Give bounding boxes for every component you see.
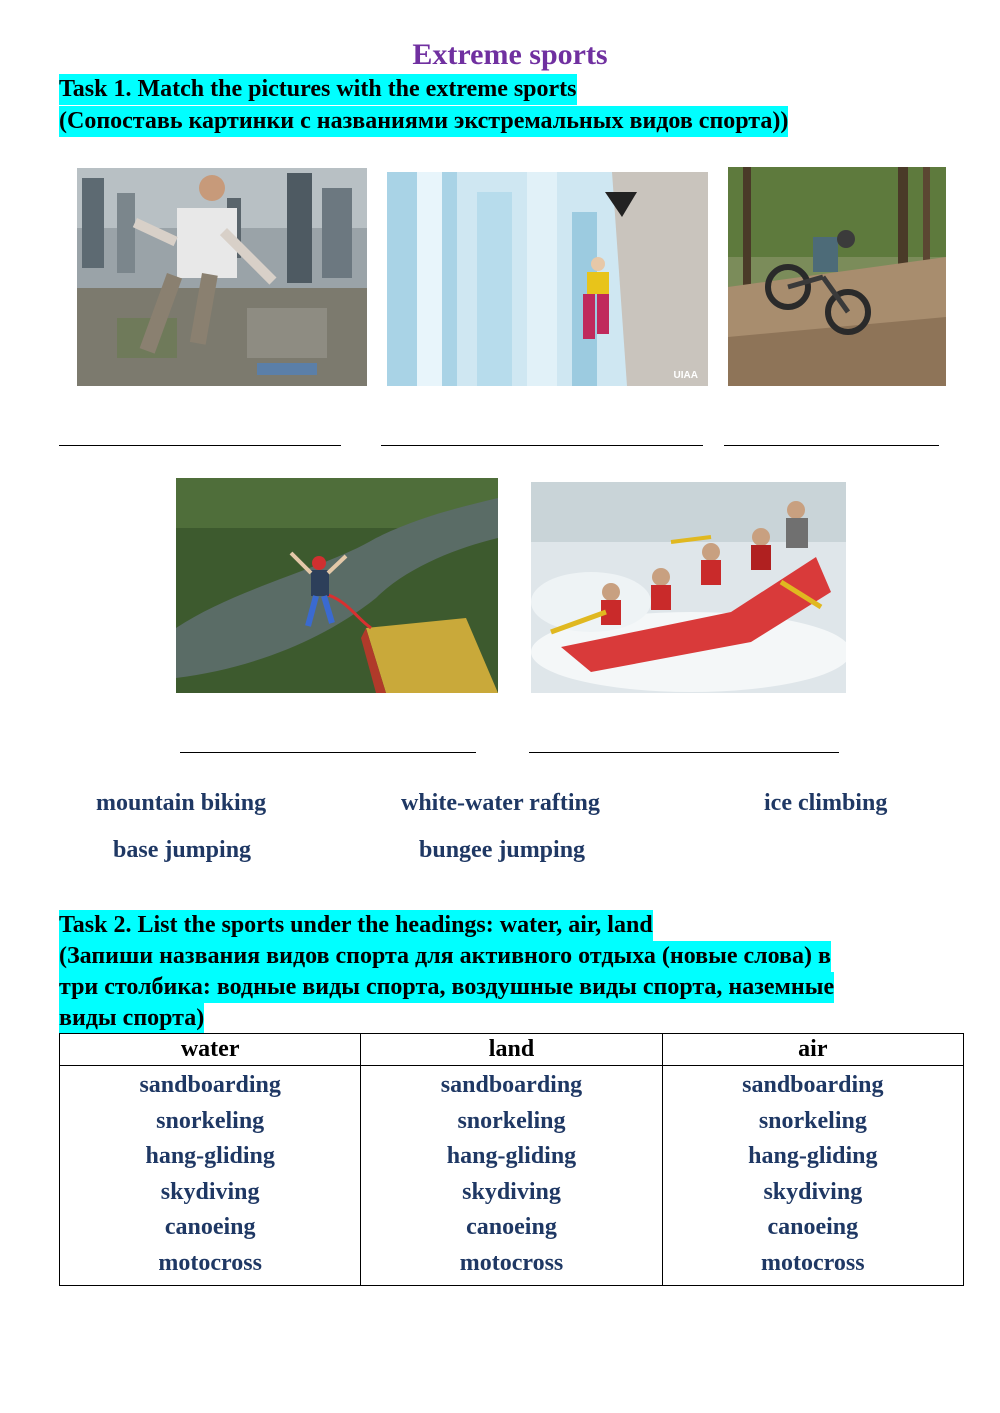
word-bank-item: bungee jumping bbox=[419, 837, 586, 863]
answer-line-5[interactable] bbox=[529, 752, 839, 753]
task1-heading: Task 1. Match the pictures with the extreme sports bbox=[59, 74, 577, 105]
sport-item: canoeing bbox=[164, 1214, 256, 1240]
answer-line-4[interactable] bbox=[180, 752, 476, 753]
sport-item: snorkeling bbox=[758, 1107, 867, 1134]
air-column-cell[interactable] bbox=[662, 1066, 963, 1286]
sport-item: snorkeling bbox=[156, 1107, 265, 1134]
column-header-water: water bbox=[60, 1034, 361, 1066]
task2-translation-line: виды спорта) bbox=[59, 1003, 204, 1034]
sport-item: sandboarding bbox=[742, 1072, 884, 1098]
bungee-jumping-photo bbox=[176, 478, 498, 693]
sport-item: hang-gliding bbox=[145, 1143, 275, 1169]
water-column-cell[interactable] bbox=[60, 1066, 361, 1286]
table-row bbox=[60, 1066, 964, 1286]
sport-item: hang-gliding bbox=[748, 1143, 878, 1169]
word-bank-item: mountain biking bbox=[96, 790, 267, 816]
sport-item: skydiving bbox=[763, 1178, 863, 1205]
task1-translation: (Сопоставь картинки с названиями экстремальных видов спорта)) bbox=[59, 106, 788, 137]
rafting-photo bbox=[531, 482, 846, 693]
task2-translation-line: три столбика: водные виды спорта, воздушные виды спорта, наземные bbox=[59, 972, 834, 1003]
sport-item: motocross bbox=[459, 1249, 564, 1276]
watermark-text: UIAA bbox=[673, 370, 698, 381]
word-bank-item: white-water rafting bbox=[401, 790, 600, 816]
sport-item: sandboarding bbox=[139, 1072, 281, 1098]
sports-table bbox=[59, 1033, 964, 1286]
land-column-cell[interactable] bbox=[361, 1066, 662, 1286]
column-header-air: air bbox=[662, 1034, 963, 1066]
task2-translation-line: (Запиши названия видов спорта для активного отдыха (новые слова) в bbox=[59, 941, 831, 972]
mountain-biking-photo bbox=[728, 167, 946, 386]
sport-item: snorkeling bbox=[457, 1107, 566, 1134]
sport-item: motocross bbox=[158, 1249, 262, 1276]
sport-item: sandboarding bbox=[440, 1072, 583, 1098]
sport-item: canoeing bbox=[767, 1214, 859, 1240]
sport-item: motocross bbox=[761, 1249, 865, 1276]
table-header-row bbox=[60, 1034, 964, 1066]
ice-climbing-photo bbox=[387, 172, 708, 386]
page-title: Extreme sports bbox=[412, 38, 608, 71]
task2-heading: Task 2. List the sports under the headings: water, air, land bbox=[59, 910, 653, 941]
sport-item: canoeing bbox=[466, 1214, 557, 1240]
word-bank-item: ice climbing bbox=[764, 790, 888, 816]
word-bank-item: base jumping bbox=[113, 837, 252, 863]
answer-line-1[interactable] bbox=[59, 445, 341, 446]
sport-item: skydiving bbox=[462, 1178, 561, 1205]
sport-item: skydiving bbox=[160, 1178, 260, 1205]
answer-line-3[interactable] bbox=[724, 445, 939, 446]
sport-item: hang-gliding bbox=[446, 1143, 577, 1169]
answer-line-2[interactable] bbox=[381, 445, 703, 446]
base-jumping-photo bbox=[77, 168, 367, 386]
column-header-land: land bbox=[361, 1034, 662, 1066]
